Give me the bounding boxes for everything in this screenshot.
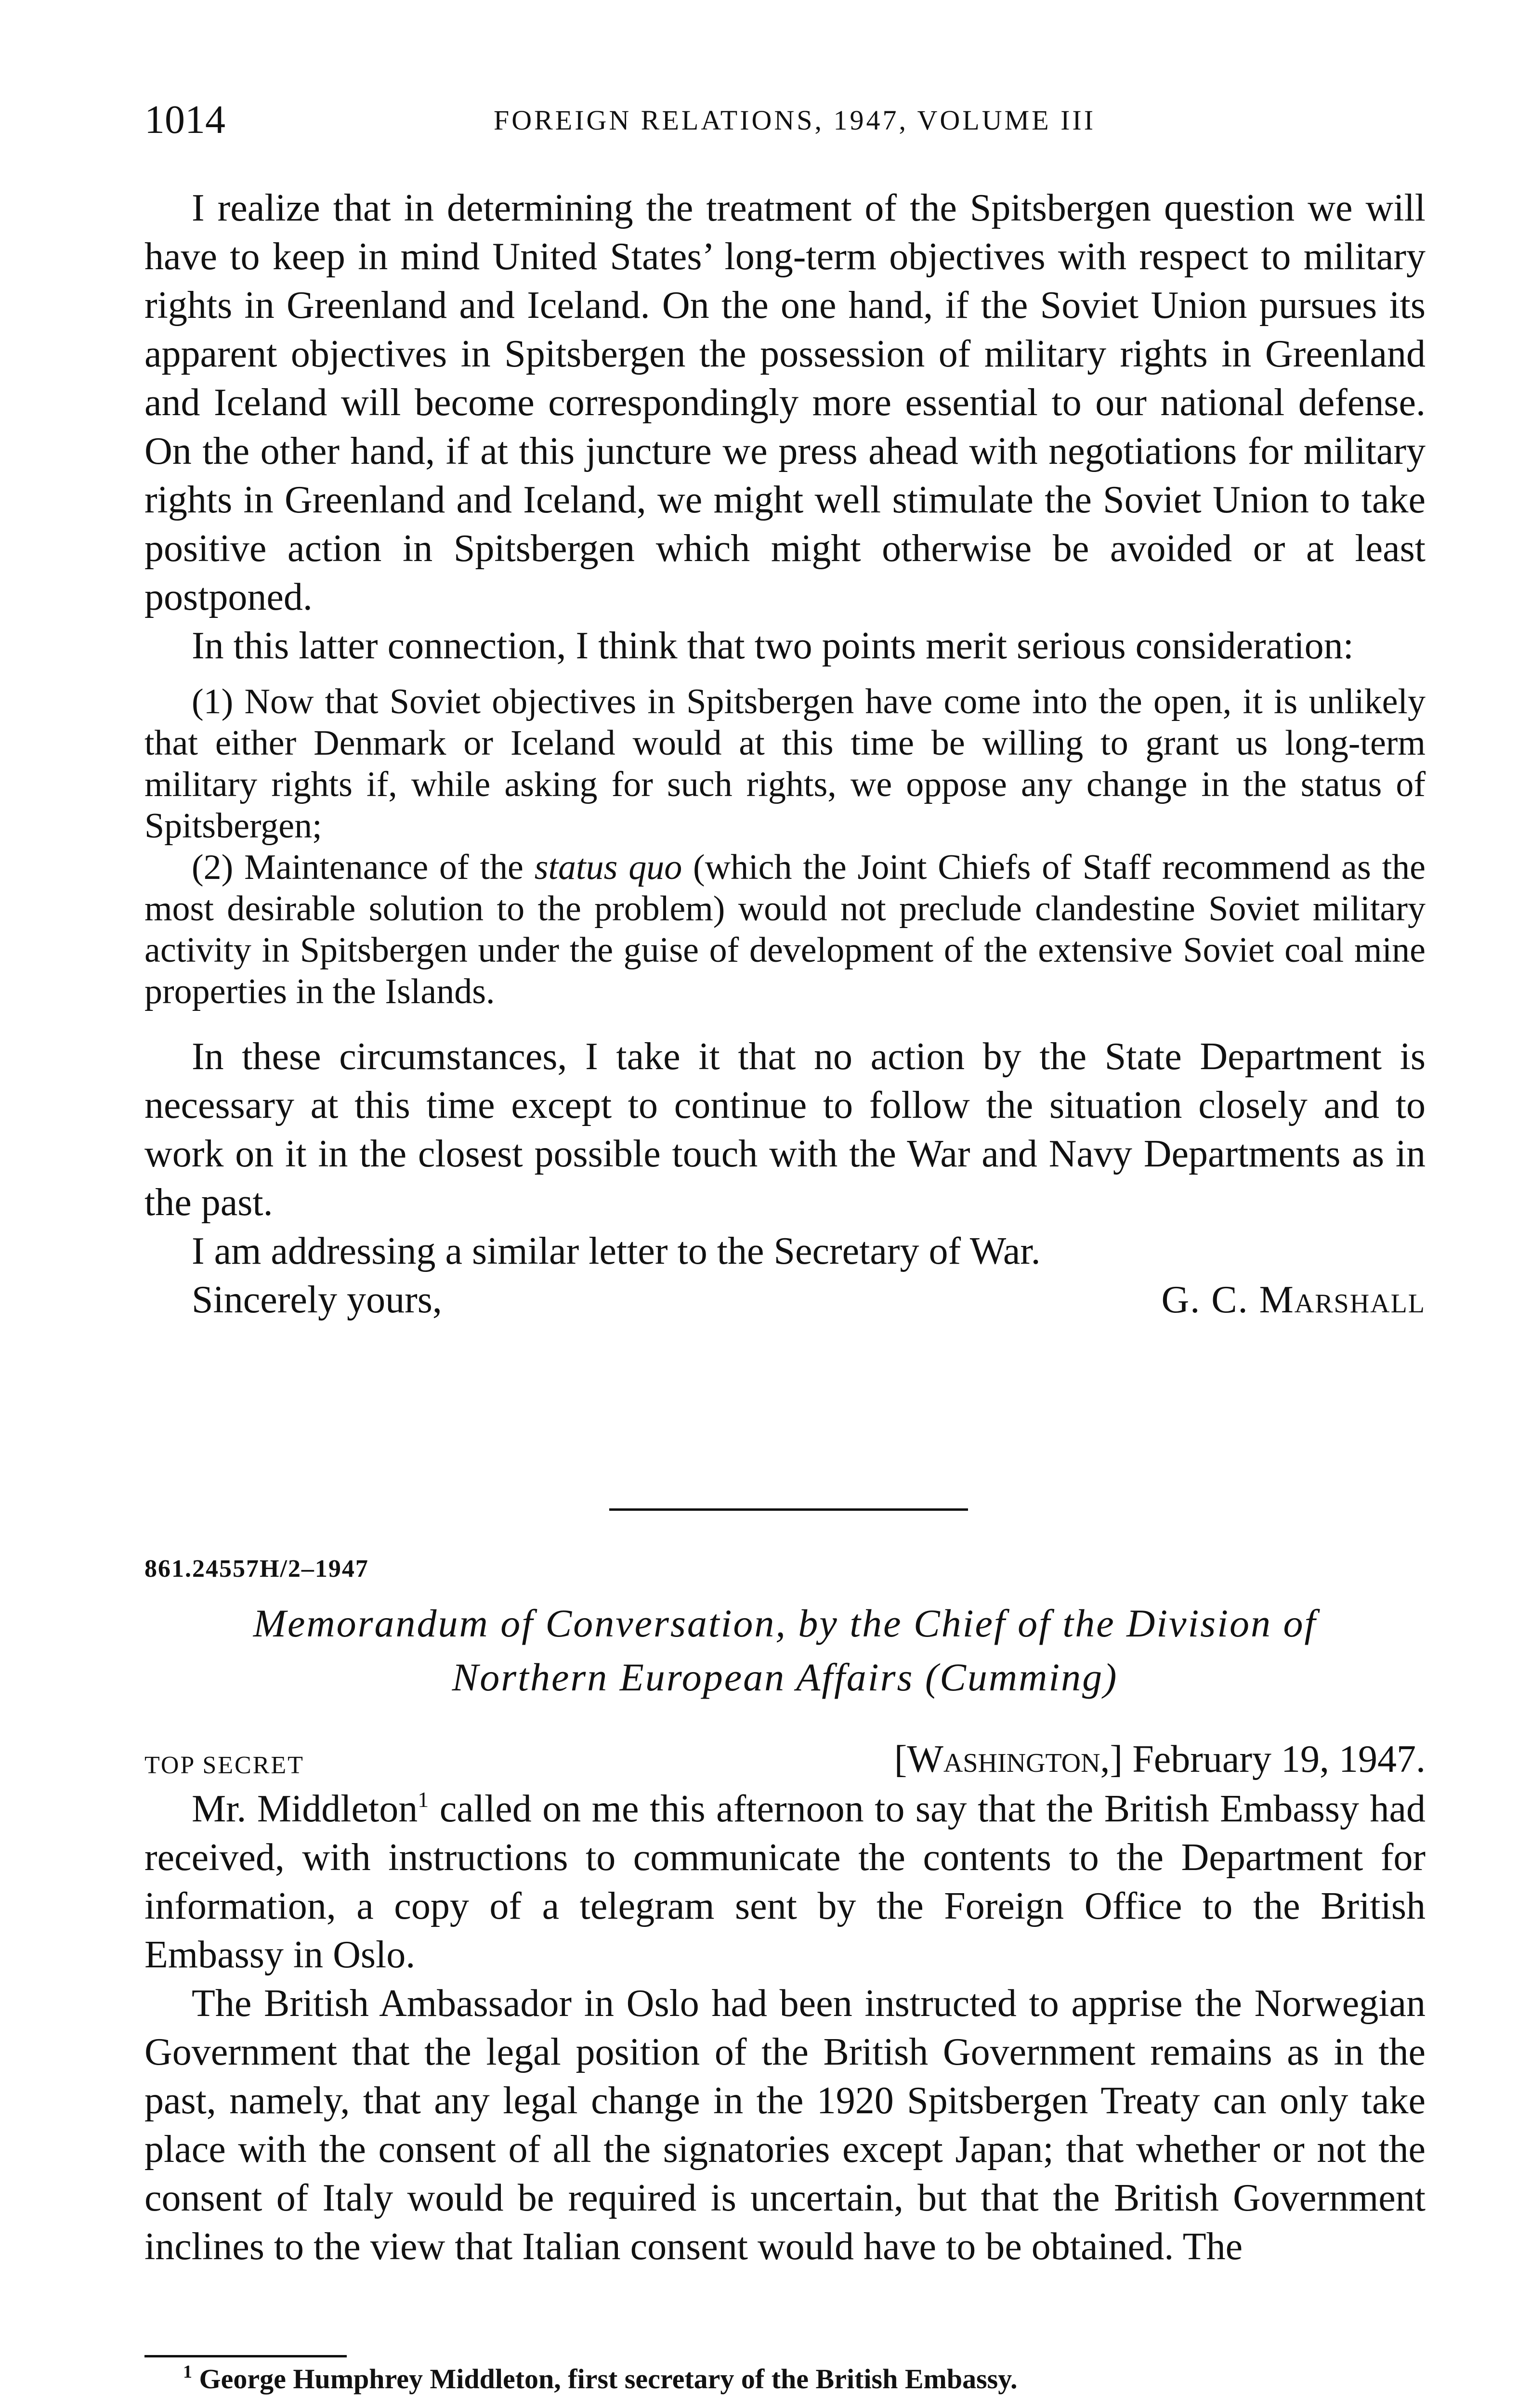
memo-person-name: Mr. Middleton bbox=[192, 1788, 418, 1830]
running-title: FOREIGN RELATIONS, 1947, VOLUME III bbox=[493, 105, 1096, 136]
point-2-italic: status quo bbox=[534, 848, 682, 887]
footnote-rule bbox=[144, 2355, 347, 2357]
footnote-area bbox=[144, 2362, 1426, 2396]
point-2-before: (2) Maintenance of the bbox=[192, 848, 535, 887]
footnote-text: George Humphrey Middleton, first secretary of the British Embassy. bbox=[199, 2363, 1018, 2395]
running-header bbox=[144, 96, 1426, 149]
footnote-marker: 1 bbox=[418, 1787, 429, 1812]
memo-paragraph-1 bbox=[144, 1785, 1426, 1979]
closing-paragraph-1: In these circumstances, I take it that no action by the State Department is necessary at this time except to continue to follow the situation closely and to work on it in the closest possible touch with the War and Navy Departments as in the past. bbox=[144, 1035, 1426, 1224]
letter-continuation bbox=[144, 184, 1426, 1324]
section-divider bbox=[609, 1508, 968, 1511]
page-number: 1014 bbox=[144, 97, 225, 142]
footnote-number: 1 bbox=[183, 2362, 192, 2382]
letter-paragraph-1: I realize that in determining the treatment of the Spitsbergen question we will have to keep in mind United States’ long-term objectives with respect to military rights in Greenland and Iceland. On the one hand, if the Soviet Union pursues its apparent objectives in Spitsbergen the possession of military rights in Greenland and Iceland will become correspondingly more essential to our national defense. On the other hand, if at this juncture we press ahead with negotiations for military rights in Greenland and Iceland, we might well stimulate the Soviet Union to take positive action in Spitsbergen which might otherwise be avoided or at least postponed. bbox=[144, 187, 1426, 618]
point-2-after: (which the Joint Chiefs of Staff recommend as the most desirable solution to the problem) would not preclude clandestine Soviet military activity in Spitsbergen under the guise of development of the extensive Soviet coal mine properties in the Islands. bbox=[144, 848, 1426, 1011]
point-1: (1) Now that Soviet objectives in Spitsbergen have come into the open, it is unlikely that either Denmark or Iceland would at this time be willing to grant us long-term military rights if, while asking for such rights, we oppose any change in the status of Spitsbergen; bbox=[144, 682, 1426, 846]
signature: G. C. Marshall bbox=[1161, 1279, 1426, 1321]
valediction: Sincerely yours, bbox=[192, 1279, 442, 1321]
footnote bbox=[144, 2362, 1426, 2396]
signature-row bbox=[144, 1276, 1426, 1324]
classification-label: TOP SECRET bbox=[144, 1752, 304, 1779]
memo-paragraph-2: The British Ambassador in Oslo had been instructed to apprise the Norwegian Government that the legal position of the British Government remains as in the past, namely, that any legal change in the 1920 Spitsbergen Treaty can only take place with the consent of all the signatories except Japan; that whether or not the consent of Italy would be required is uncertain, but that the British Government inclines to the view that Italian consent would have to be obtained. The bbox=[144, 1982, 1426, 2268]
point-2 bbox=[144, 847, 1426, 1012]
dateline bbox=[894, 1734, 1426, 1785]
dateline-row bbox=[144, 1734, 1426, 1785]
memorandum-section bbox=[144, 1555, 1426, 2271]
dateline-place: [Washington,] bbox=[894, 1738, 1123, 1780]
file-reference: 861.24557H/2–1947 bbox=[144, 1555, 369, 1583]
memo-title-line-1: Memorandum of Conversation, by the Chief of the Division of bbox=[253, 1601, 1317, 1645]
memo-title-line-2: Northern European Affairs (Cumming) bbox=[452, 1655, 1118, 1699]
dateline-date: February 19, 1947. bbox=[1132, 1738, 1426, 1780]
closing-paragraph-2: I am addressing a similar letter to the Secretary of War. bbox=[192, 1230, 1041, 1272]
letter-paragraph-2: In this latter connection, I think that two points merit serious consideration: bbox=[192, 625, 1354, 667]
memo-paragraph-1-text: called on me this afternoon to say that the British Embassy had received, with instructions to communicate the contents to the Department for information, a copy of a telegram sent by the Foreign Office to the British Embassy in Oslo. bbox=[144, 1788, 1426, 1976]
